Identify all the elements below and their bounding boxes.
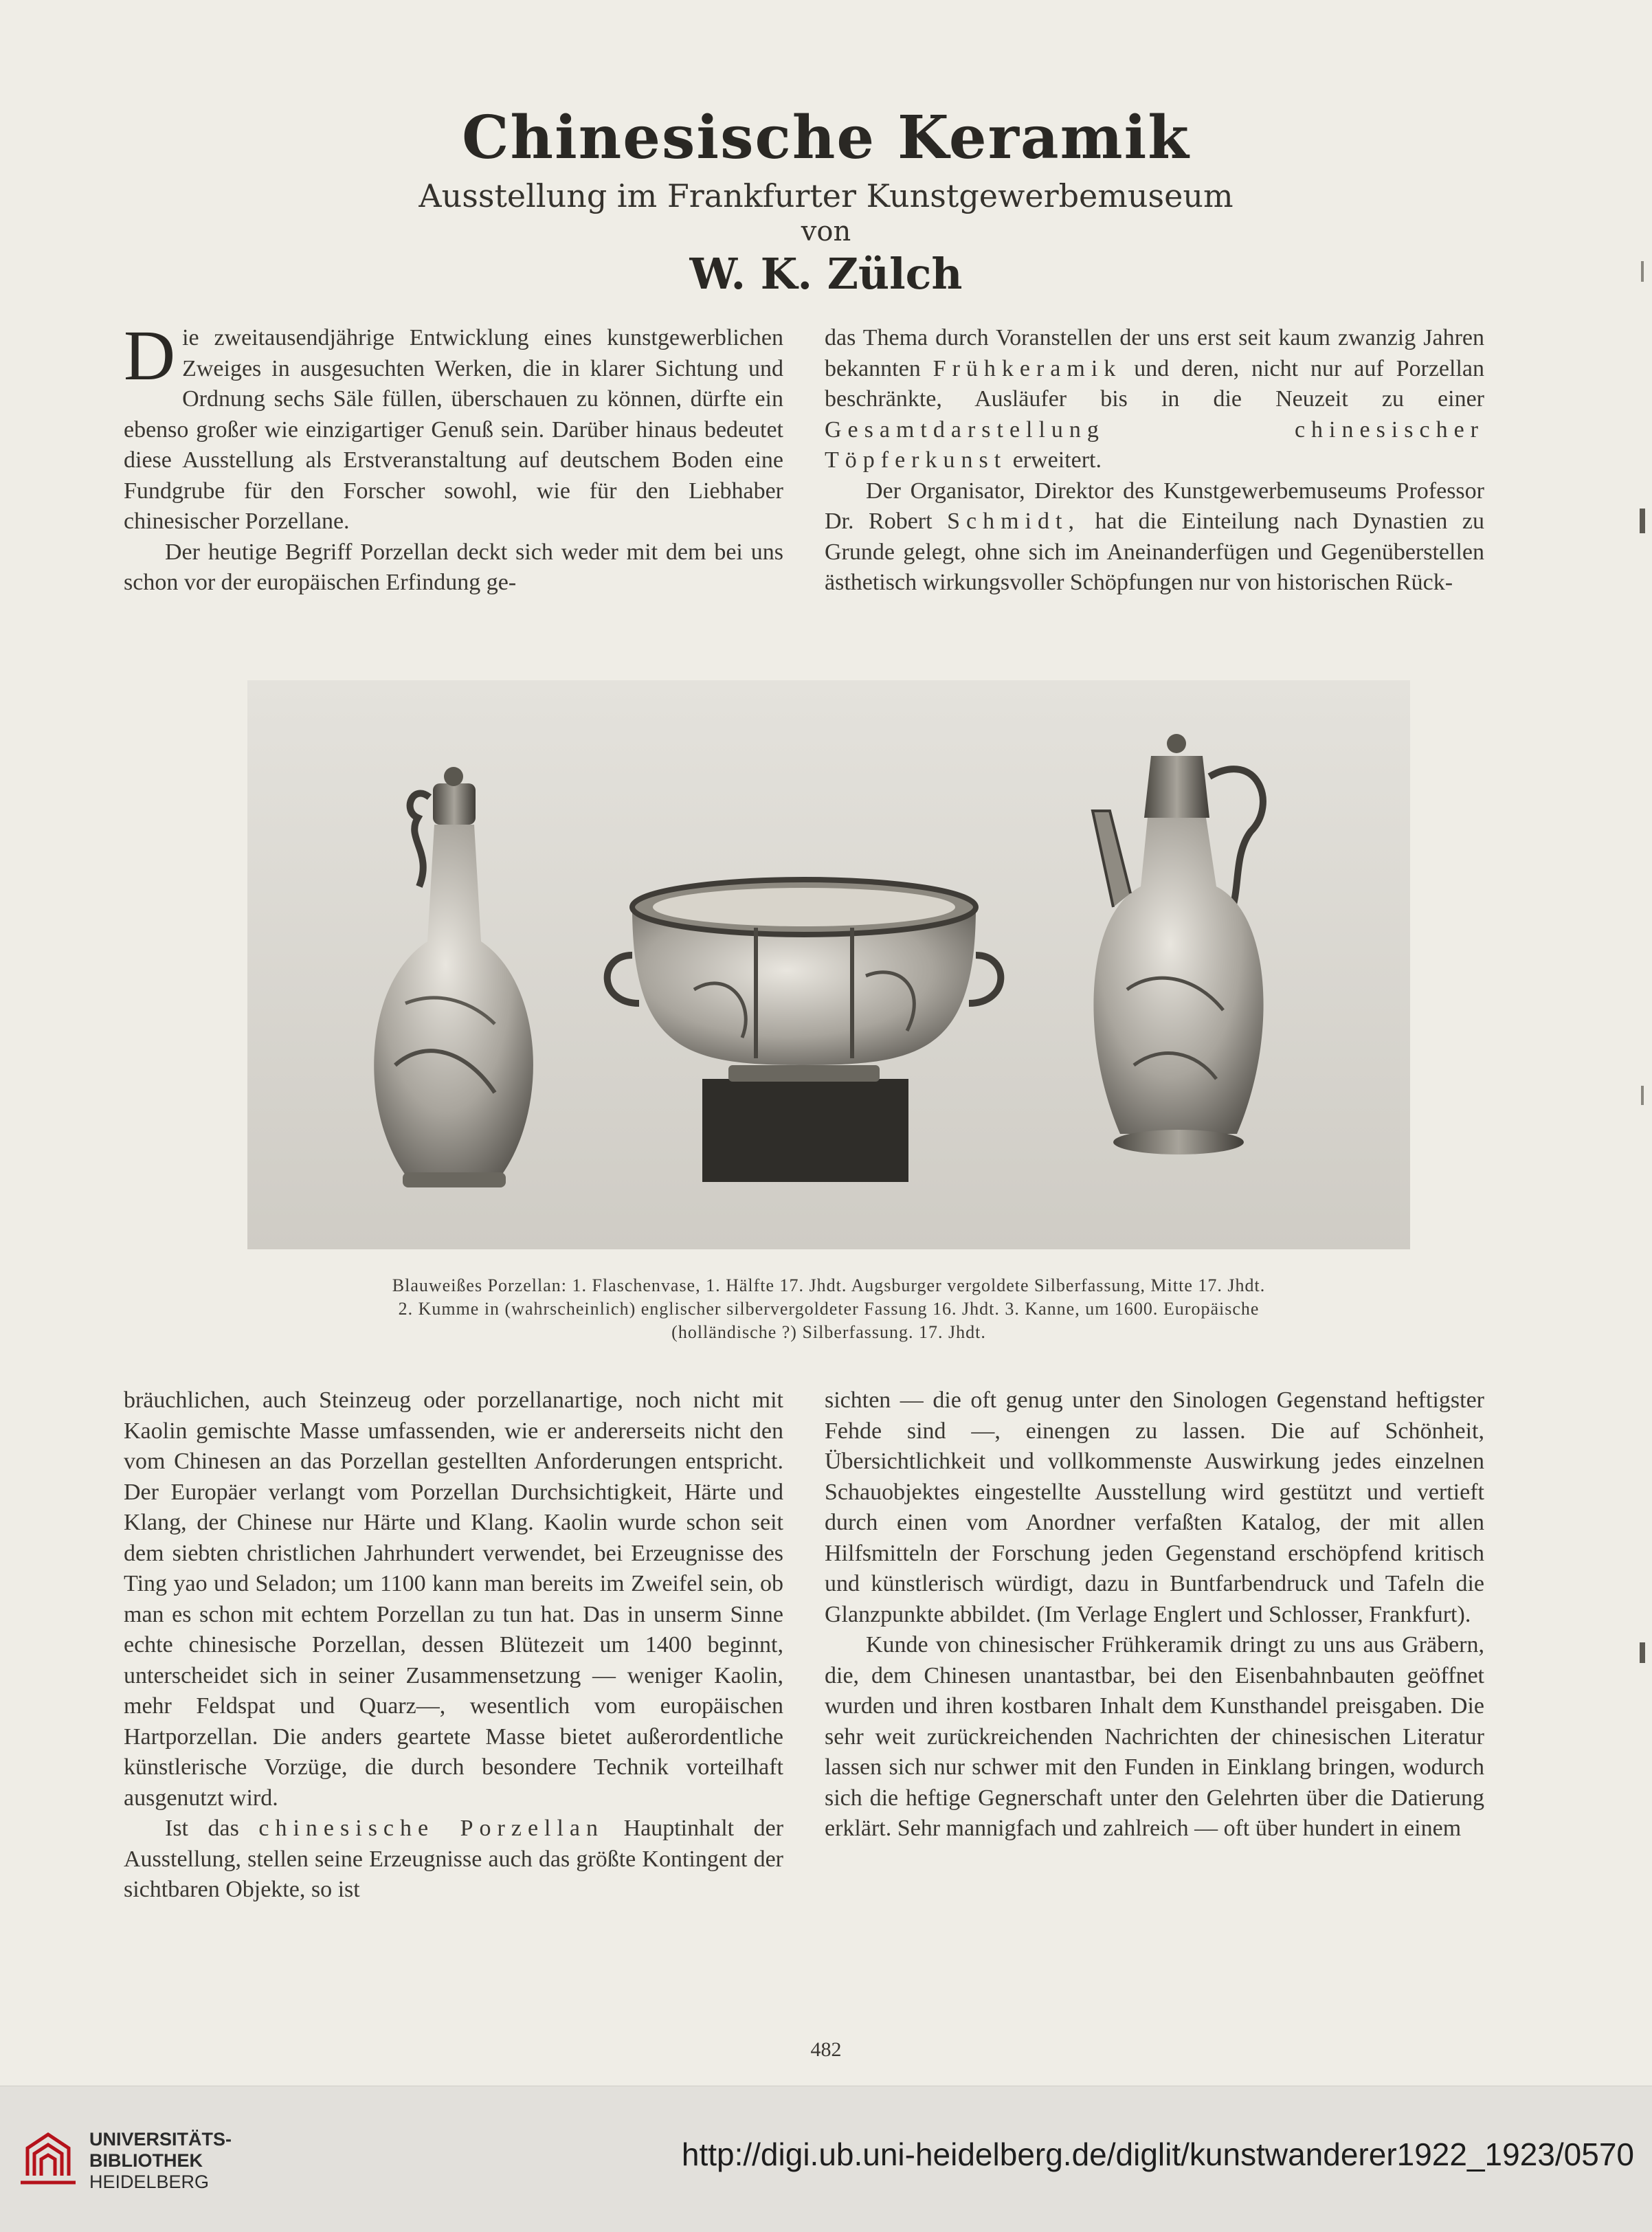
paragraph <box>124 1814 783 1906</box>
paragraph: Der heutige Begriff Porzellan deckt sich weder mit dem bei uns schon vor der europäischen Erfindung ge- <box>124 539 783 595</box>
caption-line: Blauweißes Porzellan: 1. Flaschenvase, 1. Hälfte 17. Jhdt. Augsburger vergoldete Silberfassung, Mitte 17. Jhdt. <box>392 1275 1266 1295</box>
ceramics-photograph <box>247 680 1410 1249</box>
article-subtitle: Ausstellung im Frankfurter Kunstgewerbemuseum <box>418 177 1234 214</box>
paragraph-text: das Thema durch Voranstellen der uns erst seit kaum zwanzig Jahren bekannten <box>825 325 1484 381</box>
permalink-url[interactable]: http://digi.ub.uni-heidelberg.de/diglit/kunstwanderer1922_1923/0570 <box>681 2136 1634 2172</box>
paragraph-text: Ist das <box>165 1816 239 1841</box>
text-column-top-left <box>124 316 783 599</box>
emphasis-text: Frühkeramik <box>933 355 1122 381</box>
paragraph <box>825 323 1484 476</box>
ceramics-illustration <box>247 680 1410 1249</box>
library-name <box>89 2129 232 2193</box>
paragraph <box>825 476 1484 599</box>
paragraph: bräuchlichen, auch Steinzeug oder porzellanartige, noch nicht mit Kaolin gemischte Masse umfassenden, wie er andererseits nicht den vom Chinesen an das Porzellan gestellten Anforderungen entspricht. Der Europäer verlangt vom Porzellan Durchsichtigkeit, Härte und Klang, der Chinese nur Härte und Klang. Kaolin wurde schon seit dem siebten christlichen Jahrhundert verwendet, bei Erzeugnisse des Ting yao und Seladon; um 1100 kann man bereits im Zweifel sein, ob man es schon mit echtem Porzellan zu tun hat. Das in unserm Sinne echte chinesische Porzellan, dessen Blütezeit um 1400 beginnt, unterscheidet sich in seiner Zusammensetzung — weniger Kaolin, mehr Feldspat und Quarz—, wesentlich vom europäischen Hartporzellan. Die anders geartete Masse bietet außerordentliche künstlerische Vorzüge, die durch besondere Technik vorteilhaft ausgenutzt wird. <box>124 1387 783 1811</box>
paragraph-text: hat die Einteilung nach Dynastien zu Grunde gelegt, ohne sich im Aneinanderfügen und Gegenüberstellen ästhetisch wirkungsvoller Schöpfungen nur von historischen Rück- <box>825 509 1484 595</box>
paragraph-text: ie zweitausendjährige Entwicklung eines kunstgewerblichen Zweiges in ausgesuchten Werken, die in klarer Sichtung und Ordnung sechs Säle füllen, überschauen zu können, dürfte ein ebenso großer wie einzigartiger Genuß sein. Darüber hinaus bedeutet diese Ausstellung als Erstveranstaltung auf deutschem Boden eine Fundgrube für den Forscher sowohl, wie für den Liebhaber chinesischer Porzellane. <box>124 325 783 534</box>
emphasis-text: Gesamtdarstellung chinesischer Töpferkunst <box>825 416 1484 473</box>
article-byline: von <box>801 216 851 247</box>
library-name-line: UNIVERSITÄTS- <box>89 2129 232 2150</box>
emphasis-text: Schmidt, <box>947 509 1080 534</box>
library-name-line: HEIDELBERG <box>89 2172 210 2192</box>
article-author: W. K. Zülch <box>689 249 963 299</box>
figure-caption <box>206 1274 1451 1344</box>
page-number: 482 <box>810 2038 842 2061</box>
paragraph: Kunde von chinesischer Frühkeramik dringt zu uns aus Gräbern, die, dem Chinesen unantastbar, bei den Eisenbahnbauten geöffnet wurden und ihren kostbaren Inhalt dem Kunsthandel preisgaben. Die sehr weit zurückreichenden Nachrichten der chinesischen Literatur lassen sich nur schwer mit den Funden in Einklang bringen, wodurch sich die heftige Gegnerschaft unter den Gelehrten über die Datierung erklärt. Sehr mannigfach und zahlreich — oft über hundert in einem <box>825 1632 1484 1841</box>
paragraph-text: erweitert. <box>1012 447 1102 473</box>
drop-cap: D <box>124 316 176 395</box>
paragraph-text: Der Organisator, Direktor des Kunstgewerbemuseums Professor Dr. Robert <box>825 478 1484 534</box>
text-column-top-right <box>825 323 1484 599</box>
paragraph: sichten — die oft genug unter den Sinologen Gegenstand heftigster Fehde sind —, einengen zu lassen. Die auf Schönheit, Übersichtlichkeit und vollkommenste Auswirkung jedes einzelnen Schauobjektes eingestellte Ausstellung wird gestützt und vertieft durch einen vom Anordner verfaßten Katalog, der mit allen Hilfsmitteln der Forschung jeden Gegenstand erschöpfend kritisch und künstlerisch würdigt, dazu in Buntfarbendruck und Tafeln die Glanzpunkte abbildet. (Im Verlage Englert und Schlosser, Frankfurt). <box>825 1387 1484 1627</box>
emphasis-text: chinesische Porzellan <box>258 1816 605 1841</box>
caption-line: (holländische ?) Silberfassung. 17. Jhdt. <box>671 1322 986 1342</box>
text-column-bottom-left <box>124 1385 783 1906</box>
paragraph-text: Hauptinhalt der Ausstellung, stellen seine Erzeugnisse auch das größte Kontingent der sichtbaren Objekte, so ist <box>124 1816 784 1902</box>
caption-line: 2. Kumme in (wahrscheinlich) englischer silbervergoldeter Fassung 16. Jhdt. 3. Kanne, um 1600. Europäische <box>398 1299 1260 1319</box>
library-name-line: BIBLIOTHEK <box>89 2150 203 2171</box>
text-column-bottom-right <box>825 1385 1484 1844</box>
page-edge-marks <box>1636 0 1649 2086</box>
paragraph-text: und deren, nicht nur auf Porzellan beschränkte, Ausläufer bis in die Neuzeit zu einer <box>825 355 1485 412</box>
paragraph <box>124 316 783 537</box>
library-footer <box>0 2086 1652 2232</box>
library-logo-icon <box>14 2128 82 2189</box>
article-title: Chinesische Keramik <box>462 103 1190 172</box>
